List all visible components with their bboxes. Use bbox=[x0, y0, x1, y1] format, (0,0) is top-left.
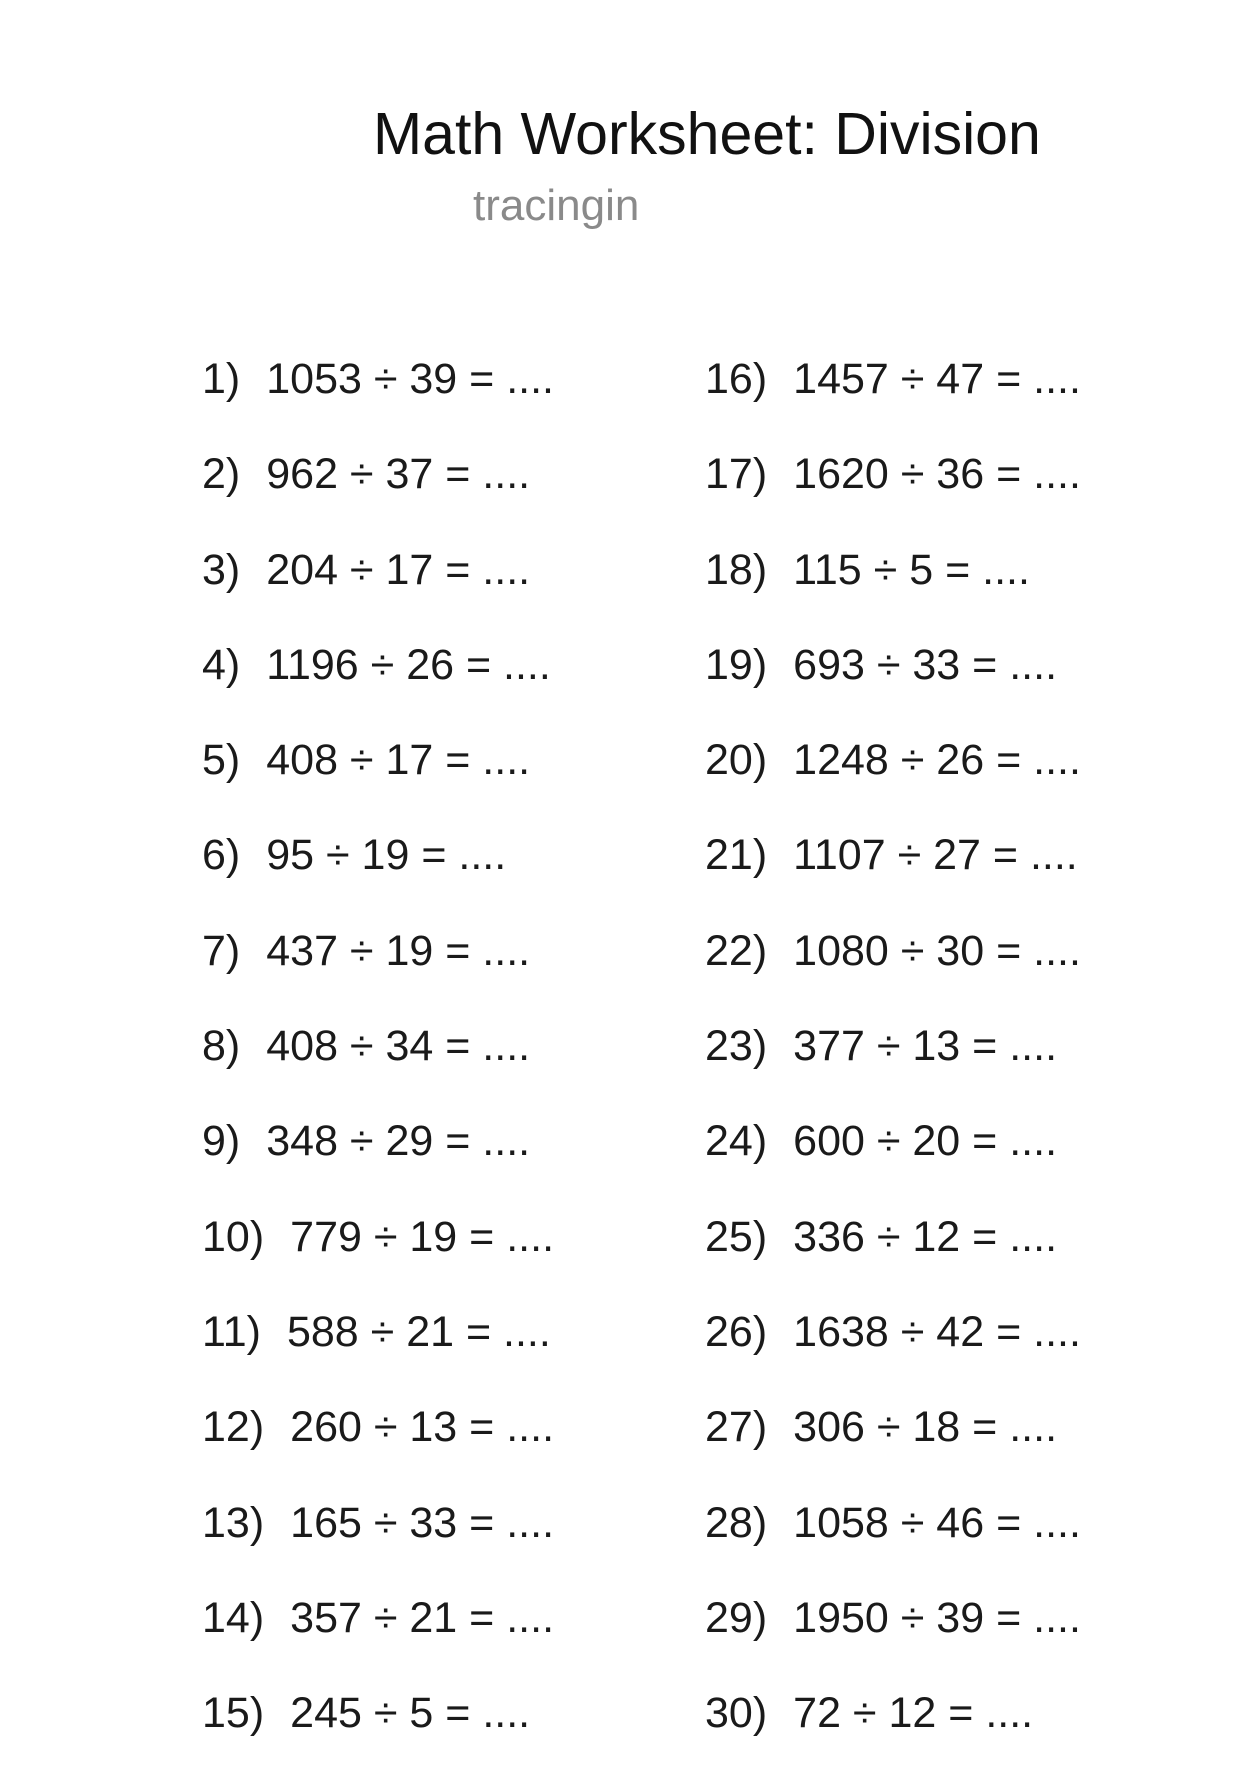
problem-expression: 245 ÷ 5 = .... bbox=[290, 1689, 531, 1738]
problem-number: 13) bbox=[202, 1498, 265, 1547]
problem-2 bbox=[202, 444, 554, 539]
problem-10 bbox=[202, 1207, 554, 1302]
problem-16 bbox=[705, 349, 1081, 444]
problem-21 bbox=[705, 825, 1081, 920]
problem-expression: 72 ÷ 12 = .... bbox=[793, 1689, 1034, 1738]
problem-number: 17) bbox=[705, 450, 768, 499]
problem-12 bbox=[202, 1397, 554, 1492]
problem-18 bbox=[705, 540, 1081, 635]
problem-expression: 1058 ÷ 46 = .... bbox=[793, 1498, 1081, 1547]
problem-11 bbox=[202, 1302, 554, 1397]
problem-8 bbox=[202, 1016, 554, 1111]
problem-22 bbox=[705, 921, 1081, 1016]
page-subtitle: tracingin bbox=[473, 181, 640, 230]
problem-number: 10) bbox=[202, 1212, 265, 1261]
problem-number: 18) bbox=[705, 545, 768, 594]
problem-expression: 165 ÷ 33 = .... bbox=[290, 1498, 555, 1547]
problem-3 bbox=[202, 540, 554, 635]
problem-29 bbox=[705, 1588, 1081, 1683]
problem-number: 21) bbox=[705, 831, 768, 880]
problem-7 bbox=[202, 921, 554, 1016]
problem-expression: 115 ÷ 5 = .... bbox=[793, 545, 1030, 594]
problem-17 bbox=[705, 444, 1081, 539]
problem-expression: 962 ÷ 37 = .... bbox=[266, 450, 531, 499]
problem-column-right bbox=[705, 349, 1081, 1778]
problem-number: 12) bbox=[202, 1403, 265, 1452]
problem-number: 1) bbox=[202, 355, 241, 403]
problem-expression: 408 ÷ 34 = .... bbox=[266, 1022, 531, 1071]
problem-4 bbox=[202, 635, 554, 730]
problem-1 bbox=[202, 349, 554, 444]
problem-30 bbox=[705, 1683, 1081, 1778]
problem-number: 26) bbox=[705, 1307, 768, 1356]
problem-number: 6) bbox=[202, 831, 241, 880]
problem-expression: 1638 ÷ 42 = .... bbox=[793, 1307, 1081, 1356]
problem-number: 8) bbox=[202, 1022, 241, 1071]
problem-23 bbox=[705, 1016, 1081, 1111]
problem-expression: 377 ÷ 13 = .... bbox=[793, 1022, 1058, 1071]
problem-number: 19) bbox=[705, 640, 768, 689]
problem-expression: 588 ÷ 21 = .... bbox=[286, 1307, 551, 1356]
problem-expression: 1248 ÷ 26 = .... bbox=[793, 736, 1081, 785]
problem-number: 16) bbox=[705, 355, 768, 403]
problem-expression: 408 ÷ 17 = .... bbox=[266, 736, 531, 785]
problem-number: 7) bbox=[202, 926, 241, 975]
problem-expression: 1950 ÷ 39 = .... bbox=[793, 1593, 1081, 1642]
problem-19 bbox=[705, 635, 1081, 730]
problem-expression: 1196 ÷ 26 = .... bbox=[266, 640, 551, 689]
problem-number: 11) bbox=[202, 1307, 261, 1356]
problem-9 bbox=[202, 1111, 554, 1206]
problem-number: 30) bbox=[705, 1689, 768, 1738]
problem-number: 28) bbox=[705, 1498, 768, 1547]
problem-expression: 95 ÷ 19 = .... bbox=[266, 831, 507, 880]
problem-expression: 693 ÷ 33 = .... bbox=[793, 640, 1058, 689]
problem-number: 22) bbox=[705, 926, 768, 975]
page-title: Math Worksheet: Division bbox=[373, 101, 1041, 167]
problem-13 bbox=[202, 1493, 554, 1588]
problem-expression: 1620 ÷ 36 = .... bbox=[793, 450, 1081, 499]
problem-expression: 204 ÷ 17 = .... bbox=[266, 545, 531, 594]
problem-expression: 306 ÷ 18 = .... bbox=[793, 1403, 1058, 1452]
problem-24 bbox=[705, 1111, 1081, 1206]
problem-number: 14) bbox=[202, 1593, 265, 1642]
problem-number: 5) bbox=[202, 736, 241, 785]
problem-6 bbox=[202, 825, 554, 920]
problem-expression: 779 ÷ 19 = .... bbox=[290, 1212, 555, 1261]
problem-expression: 357 ÷ 21 = .... bbox=[290, 1593, 555, 1642]
problem-20 bbox=[705, 730, 1081, 825]
problem-expression: 600 ÷ 20 = .... bbox=[793, 1117, 1058, 1166]
problem-27 bbox=[705, 1397, 1081, 1492]
problem-number: 29) bbox=[705, 1593, 768, 1642]
problem-14 bbox=[202, 1588, 554, 1683]
problem-number: 23) bbox=[705, 1022, 768, 1071]
problem-number: 4) bbox=[202, 640, 241, 689]
problem-25 bbox=[705, 1207, 1081, 1302]
problem-expression: 1457 ÷ 47 = .... bbox=[793, 355, 1081, 403]
problem-5 bbox=[202, 730, 554, 825]
problem-number: 24) bbox=[705, 1117, 768, 1166]
problem-number: 15) bbox=[202, 1689, 265, 1738]
problem-number: 3) bbox=[202, 545, 241, 594]
problem-expression: 437 ÷ 19 = .... bbox=[266, 926, 531, 975]
problem-expression: 1107 ÷ 27 = .... bbox=[793, 831, 1078, 880]
problem-expression: 260 ÷ 13 = .... bbox=[290, 1403, 555, 1452]
problem-26 bbox=[705, 1302, 1081, 1397]
problem-number: 27) bbox=[705, 1403, 768, 1452]
problem-expression: 1080 ÷ 30 = .... bbox=[793, 926, 1081, 975]
problem-expression: 348 ÷ 29 = .... bbox=[266, 1117, 531, 1166]
problem-number: 20) bbox=[705, 736, 768, 785]
problem-number: 25) bbox=[705, 1212, 768, 1261]
problem-28 bbox=[705, 1493, 1081, 1588]
problem-column-left bbox=[202, 349, 554, 1778]
problem-number: 9) bbox=[202, 1117, 241, 1166]
problem-expression: 336 ÷ 12 = .... bbox=[793, 1212, 1058, 1261]
problem-15 bbox=[202, 1683, 554, 1778]
problem-number: 2) bbox=[202, 450, 241, 499]
problem-expression: 1053 ÷ 39 = .... bbox=[266, 355, 555, 403]
